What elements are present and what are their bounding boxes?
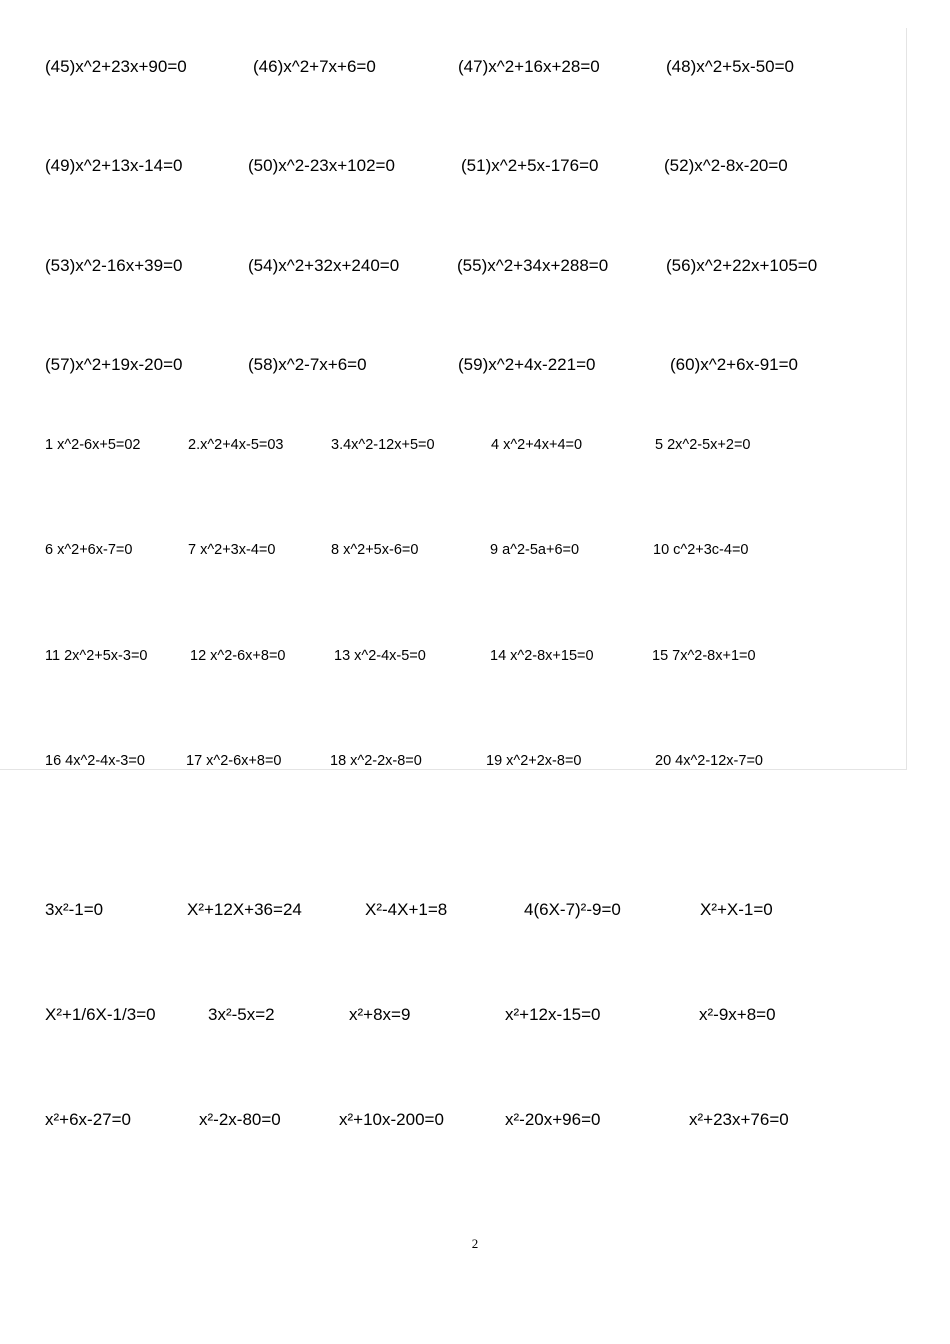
equation: x²+23x+76=0 (689, 1110, 789, 1129)
equation-row (0, 437, 950, 461)
equation: X²+1/6X-1/3=0 (45, 1005, 156, 1024)
equation: 10 c^2+3c-4=0 (653, 542, 749, 558)
equation: X²-4X+1=8 (365, 900, 448, 919)
equation: (59)x^2+4x-221=0 (458, 355, 596, 374)
equation: 1 x^2-6x+5=02 (45, 437, 141, 453)
equation-row (0, 753, 950, 777)
equation: 4(6X-7)²-9=0 (524, 900, 621, 919)
equation: (57)x^2+19x-20=0 (45, 355, 183, 374)
page-number: 2 (471, 1236, 479, 1251)
equation-row (0, 1005, 950, 1029)
equation: 3x²-5x=2 (208, 1005, 275, 1024)
equation: 17 x^2-6x+8=0 (186, 753, 282, 769)
equation: (58)x^2-7x+6=0 (248, 355, 367, 374)
equation: X²+12X+36=24 (187, 900, 302, 919)
equation: (60)x^2+6x-91=0 (670, 355, 798, 374)
equation: (49)x^2+13x-14=0 (45, 156, 183, 175)
equation: x²-2x-80=0 (199, 1110, 281, 1129)
equation: 2.x^2+4x-5=03 (188, 437, 284, 453)
equation-row (0, 256, 950, 280)
equation: 3x²-1=0 (45, 900, 104, 919)
equation: (56)x^2+22x+105=0 (666, 256, 818, 275)
equation: (52)x^2-8x-20=0 (664, 156, 788, 175)
equation: 18 x^2-2x-8=0 (330, 753, 422, 769)
equation: 12 x^2-6x+8=0 (190, 648, 286, 664)
equation-row (0, 900, 950, 924)
equation-row (0, 156, 950, 180)
equation: (50)x^2-23x+102=0 (248, 156, 395, 175)
equation: 15 7x^2-8x+1=0 (652, 648, 756, 664)
equation: 19 x^2+2x-8=0 (486, 753, 582, 769)
equation: x²-20x+96=0 (505, 1110, 601, 1129)
equation: x²+8x=9 (349, 1005, 411, 1024)
equation-row (0, 542, 950, 566)
equation: (55)x^2+34x+288=0 (457, 256, 609, 275)
equation: x²-9x+8=0 (699, 1005, 776, 1024)
equation: x²+12x-15=0 (505, 1005, 601, 1024)
equation-row (0, 355, 950, 379)
equation: 7 x^2+3x-4=0 (188, 542, 276, 558)
equation: 6 x^2+6x-7=0 (45, 542, 133, 558)
equation: (53)x^2-16x+39=0 (45, 256, 183, 275)
equation: 4 x^2+4x+4=0 (491, 437, 583, 453)
equation: (48)x^2+5x-50=0 (666, 57, 794, 76)
equation: 16 4x^2-4x-3=0 (45, 753, 145, 769)
equation: 20 4x^2-12x-7=0 (655, 753, 763, 769)
equation: X²+X-1=0 (700, 900, 773, 919)
equation: x²+6x-27=0 (45, 1110, 131, 1129)
equation: 14 x^2-8x+15=0 (490, 648, 594, 664)
equation: (46)x^2+7x+6=0 (253, 57, 376, 76)
equation: 9 a^2-5a+6=0 (490, 542, 580, 558)
equation: (45)x^2+23x+90=0 (45, 57, 187, 76)
equation: 8 x^2+5x-6=0 (331, 542, 419, 558)
equation-row (0, 1110, 950, 1134)
equation-row (0, 57, 950, 81)
equation: 13 x^2-4x-5=0 (334, 648, 426, 664)
equation: (51)x^2+5x-176=0 (461, 156, 599, 175)
equation: 5 2x^2-5x+2=0 (655, 437, 751, 453)
equation: (54)x^2+32x+240=0 (248, 256, 400, 275)
equation-row (0, 648, 950, 672)
equation: x²+10x-200=0 (339, 1110, 444, 1129)
equation: 3.4x^2-12x+5=0 (331, 437, 435, 453)
equation: 11 2x^2+5x-3=0 (45, 648, 148, 664)
equation: (47)x^2+16x+28=0 (458, 57, 600, 76)
